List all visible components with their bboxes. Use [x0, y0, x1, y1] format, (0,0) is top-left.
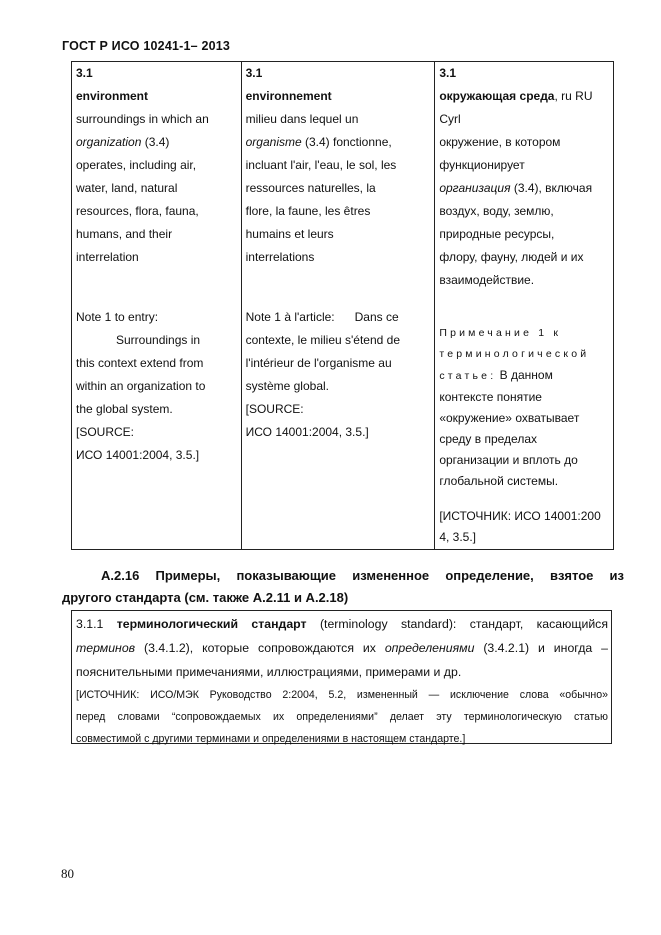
french-column — [241, 62, 435, 550]
definition-en-line: water, land, natural — [76, 181, 178, 195]
term-ref-italic: организация — [439, 181, 511, 195]
note-ru-label: Примечание 1 к — [439, 327, 562, 339]
example-entry-box — [71, 610, 612, 744]
note-en-line: this context extend from — [76, 356, 204, 370]
note-label-en: Note 1 to entry: — [76, 310, 159, 324]
example-term: терминологический стандарт — [116, 617, 307, 631]
definition-ru-line: организация (3.4), включая — [439, 181, 593, 195]
russian-column — [435, 62, 614, 550]
note-en-line: the global system. — [76, 402, 173, 416]
definition-en-line: humans, and their — [76, 227, 173, 241]
definition-ru-line: окружение, в котором — [439, 135, 561, 149]
definition-ru-line: флору, фауну, людей и их — [439, 250, 584, 264]
example-source-line: перед словами “сопровождаемых их определениями” делает эту терминологическую статью — [76, 711, 608, 723]
definition-fr-line: interrelations — [245, 250, 315, 264]
note-fr-line: l'intérieur de l'organisme au — [245, 356, 392, 370]
definition-ru-line: взаимодействие. — [439, 273, 535, 287]
source-ru-line: [ИСТОЧНИК: ИСО 14001:200 — [439, 509, 601, 523]
definition-fr-line: milieu dans lequel un — [245, 112, 359, 126]
note-ru-line: статье: В данном — [439, 368, 553, 382]
definition-en-line: operates, including air, — [76, 158, 197, 172]
definition-en-line: organization (3.4) — [76, 135, 170, 149]
note-ru-line: «окружение» охватывает — [439, 411, 580, 425]
english-column — [72, 62, 242, 550]
definition-en-line: interrelation — [76, 250, 139, 264]
definition-fr-line: humains et leurs — [245, 227, 334, 241]
term-en: environment — [76, 89, 149, 103]
note-en-line: within an organization to — [76, 379, 206, 393]
definition-ru-line: воздух, воду, землю, — [439, 204, 554, 218]
term-ru-script: Cyrl — [439, 112, 461, 126]
term-ru-line: окружающая среда, ru RU — [439, 89, 593, 103]
source-fr-line: [SOURCE: — [245, 402, 304, 416]
definition-fr-line: organisme (3.4) fonctionne, — [245, 135, 392, 149]
note-ru-line: организации и вплоть до — [439, 453, 578, 467]
entry-number-en: 3.1 — [76, 66, 93, 80]
example-source-line: [ИСТОЧНИК: ИСО/МЭК Руководство 2:2004, 5.2, измененный — исключение слова «обычно» — [76, 689, 608, 701]
source-en-line: [SOURCE: — [76, 425, 135, 439]
note-fr-line: contexte, le milieu s'étend de — [245, 333, 401, 347]
section-heading-line2: другого стандарта (см. также А.2.11 и А.2.18) — [62, 590, 349, 605]
note-en-line: Surroundings in — [116, 333, 201, 347]
definition-ru-line: функционирует — [439, 158, 525, 172]
example-source-line: совместимой с другими терминами и определениями в настоящем стандарте.] — [76, 733, 466, 745]
example-def-line: терминов (3.4.1.2), которые сопровождаются их определениями (3.4.2.1) и иногда – — [76, 641, 608, 655]
term-ref-italic: organization — [76, 135, 142, 149]
note-ru-line: контексте понятие — [439, 390, 542, 404]
note-ru-line: среду в пределах — [439, 432, 537, 446]
note-fr-line: système global. — [245, 379, 329, 393]
source-ru-line: 4, 3.5.] — [439, 530, 477, 544]
note-fr-first-line: Note 1 à l'article: Dans ce — [245, 310, 399, 324]
term-fr: environnement — [245, 89, 332, 103]
section-heading-line1: А.2.16 Примеры, показывающие измененное определение, взятое из — [101, 568, 624, 583]
definition-en-line: resources, flora, fauna, — [76, 204, 199, 218]
terminology-table — [71, 61, 614, 550]
page-number: 80 — [61, 866, 74, 881]
example-def-line: 3.1.1 терминологический стандарт (terminology standard): стандарт, касающийся — [76, 617, 608, 631]
section-heading — [62, 565, 624, 609]
term-ref-italic: organisme — [245, 135, 302, 149]
definition-fr-line: ressources naturelles, la — [245, 181, 376, 195]
note-ru-line: глобальной системы. — [439, 474, 559, 488]
note-ru-label-line: терминологической — [439, 348, 590, 360]
definition-en-line: surroundings in which an — [76, 112, 209, 126]
example-def-line: пояснительными примечаниями, иллюстрациями, примерами и др. — [76, 665, 462, 679]
entry-number-fr: 3.1 — [245, 66, 263, 80]
source-en-line: ИСО 14001:2004, 3.5.] — [76, 448, 200, 462]
definition-ru-line: природные ресурсы, — [439, 227, 555, 241]
document-header: ГОСТ Р ИСО 10241-1– 2013 — [62, 39, 231, 53]
term-ru: окружающая среда — [439, 89, 555, 103]
definition-fr-line: incluant l'air, l'eau, le sol, les — [245, 158, 397, 172]
definition-fr-line: flore, la faune, les êtres — [245, 204, 371, 218]
entry-number-ru: 3.1 — [439, 66, 457, 80]
example-definition — [76, 612, 608, 684]
source-fr-line: ИСО 14001:2004, 3.5.] — [245, 425, 369, 439]
